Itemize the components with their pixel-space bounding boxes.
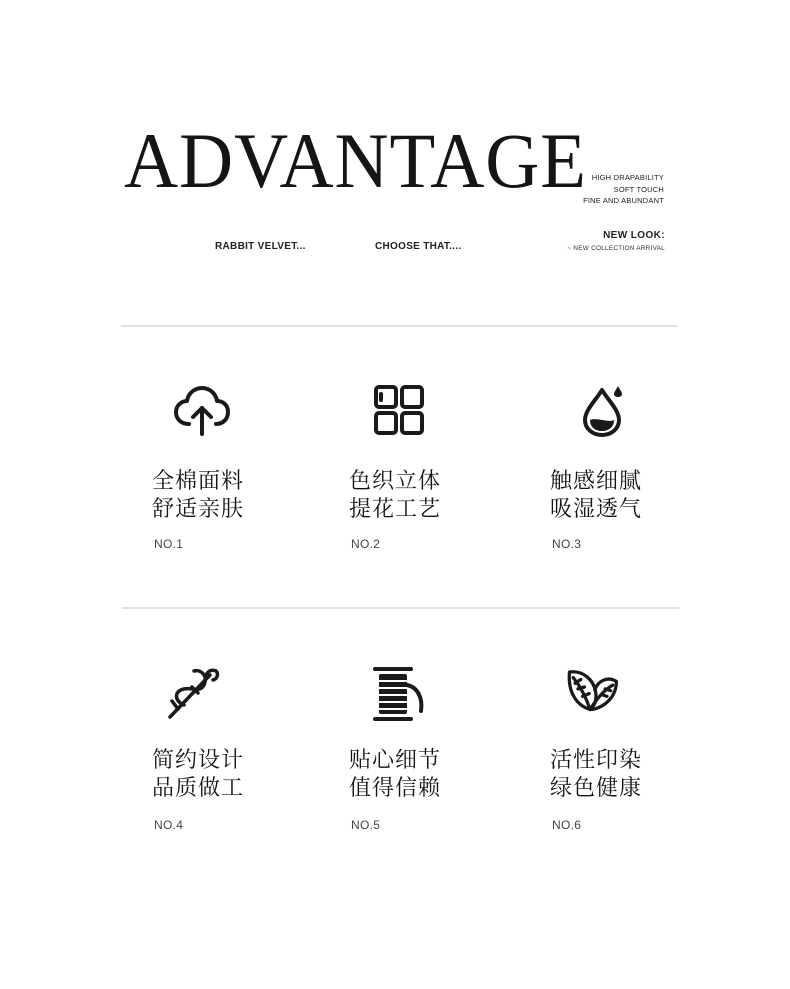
feature-number: NO.4 [154,818,184,832]
needle-thread-icon [164,661,224,721]
divider-middle [122,607,679,609]
feature-line-1: 触感细腻 [550,469,643,494]
divider-top [121,325,678,327]
cloud-upload-icon [172,380,232,440]
feature-number: NO.5 [351,818,381,832]
tagline-line: HIGH DRAPABILITY [591,173,664,182]
new-look-title: NEW LOOK: [603,230,665,241]
feature-line-2: 品质做工 [152,776,245,801]
feature-line-2: 绿色健康 [550,776,643,801]
feature-line-1: 活性印染 [550,748,643,773]
rabbit-velvet-label: RABBIT VELVET... [215,241,306,252]
feature-number: NO.1 [154,537,184,551]
feature-line-2: 舒适亲肤 [152,497,245,522]
feature-number: NO.3 [552,537,582,551]
tagline-line: SOFT TOUCH [613,184,664,194]
leaf-icon [562,657,622,717]
feature-line-2: 值得信赖 [349,776,442,801]
water-drop-icon [574,380,634,440]
thread-spool-icon [369,663,429,723]
feature-line-1: 色织立体 [349,469,442,494]
feature-line-1: 简约设计 [152,748,245,773]
tagline-line: FINE AND ABUNDANT [583,196,664,205]
feature-line-2: 提花工艺 [349,497,442,522]
feature-line-2: 吸湿透气 [550,497,643,522]
choose-that-label: CHOOSE THAT.... [375,241,462,252]
new-look-subtitle: ~ NEW COLLECTION ARRIVAL [567,245,665,252]
grid-squares-icon [369,380,429,440]
tagline [583,172,664,207]
feature-line-1: 全棉面料 [152,469,245,494]
advantage-title: ADVANTAGE [124,117,588,204]
feature-number: NO.6 [552,818,582,832]
feature-number: NO.2 [351,537,381,551]
feature-line-1: 贴心细节 [349,748,442,773]
